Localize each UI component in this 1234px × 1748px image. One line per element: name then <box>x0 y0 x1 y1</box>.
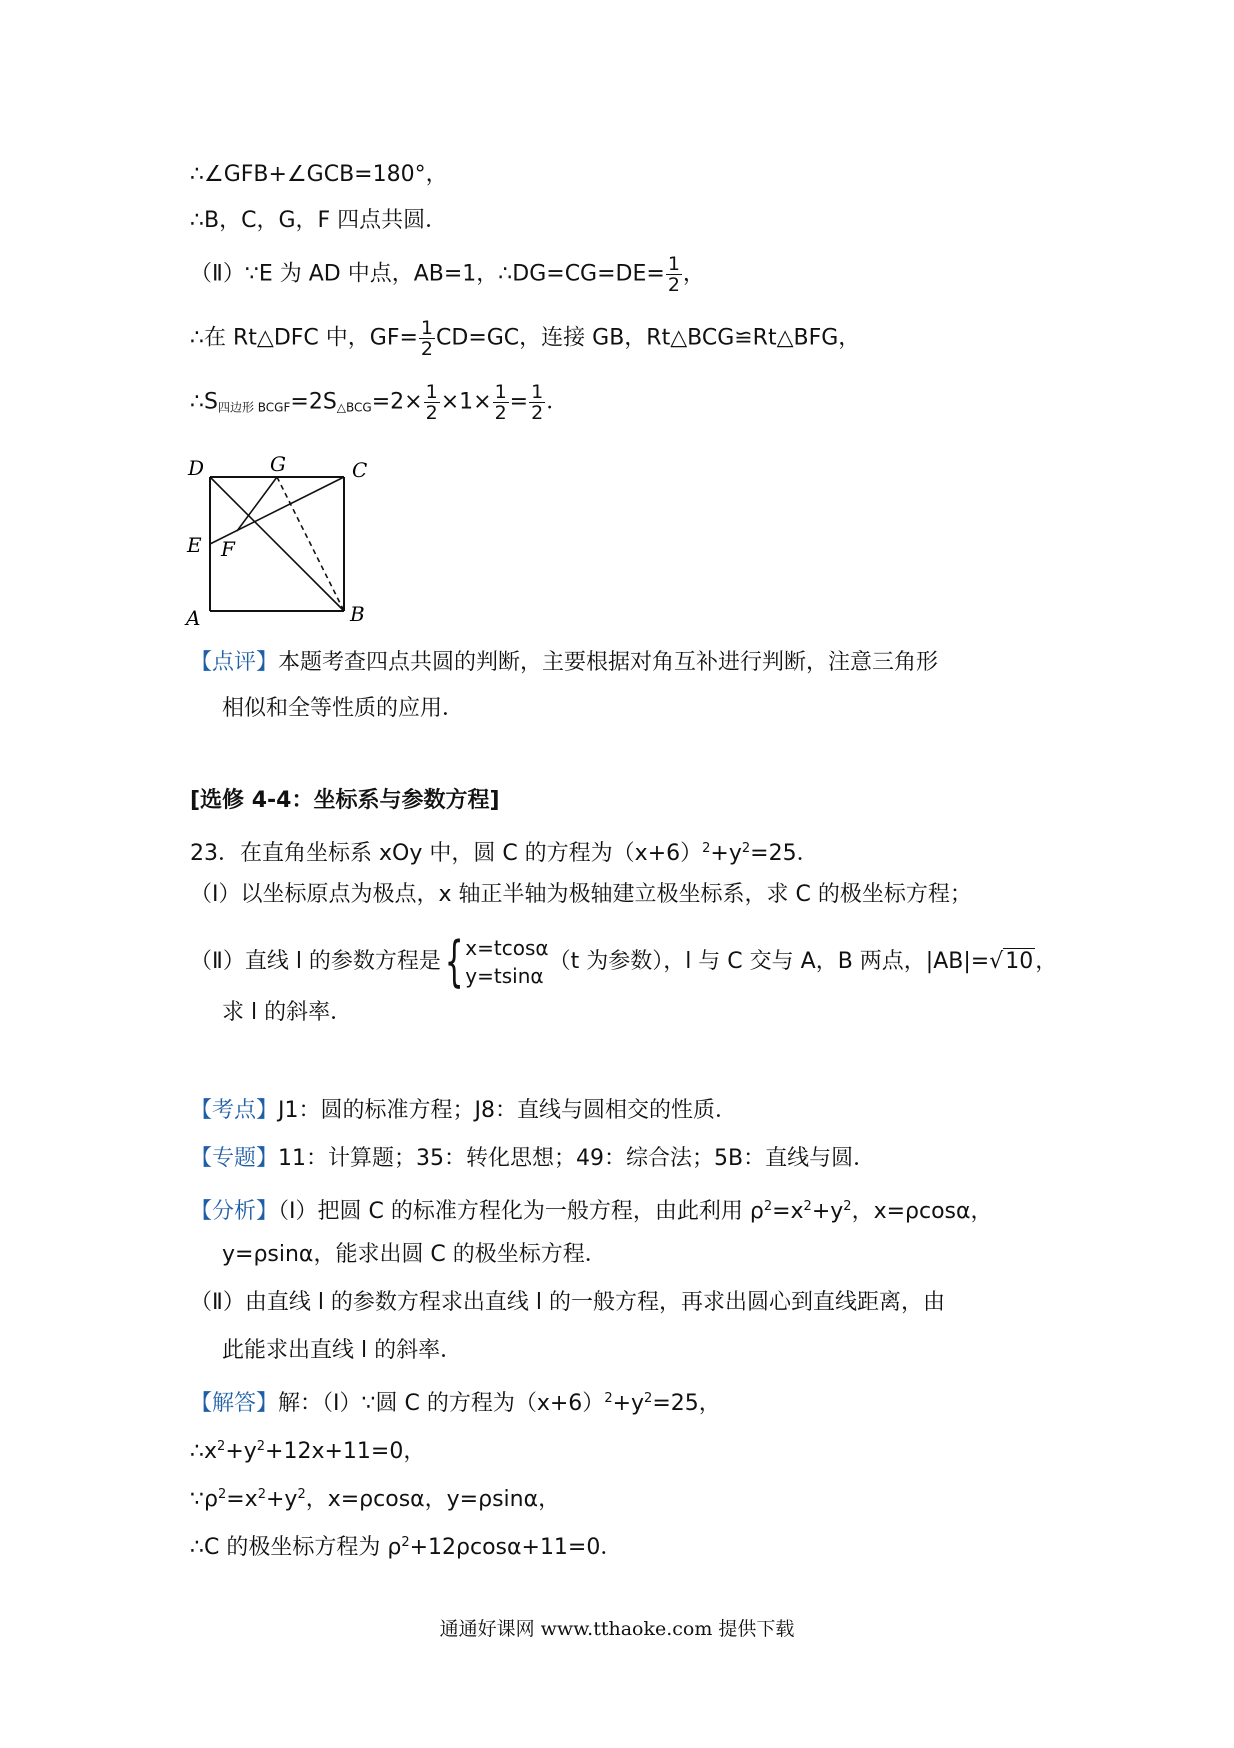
fraction-denominator: 2 <box>420 338 434 360</box>
fraction-half <box>529 382 545 423</box>
line4-end: CD=GC，连接 GB，Rt△BCG≌Rt△BFG， <box>436 325 861 351</box>
proof-line-1: ∴∠GFB+∠GCB=180°， <box>190 162 448 187</box>
fraction-half <box>666 254 682 295</box>
area-end: ． <box>546 389 569 415</box>
superscript: 2 <box>217 1487 227 1502</box>
superscript: 2 <box>741 841 751 856</box>
fraction-denominator: 2 <box>531 402 544 424</box>
fenxi-text-1c: +y <box>811 1199 844 1224</box>
problem-text-end: =25． <box>750 841 819 866</box>
superscript: 2 <box>843 1199 852 1214</box>
comment-text-1: 本题考查四点共圆的判断，主要根据对角互补进行判断，注意三角形 <box>278 650 939 675</box>
proof-line-2: ∴B，C，G，F 四点共圆． <box>190 208 448 233</box>
fraction-denominator: 2 <box>425 402 438 424</box>
kaodian-line <box>190 1096 737 1126</box>
step3-b: +12ρcosα+11=0． <box>409 1535 623 1560</box>
problem-part-1: （Ⅰ）以坐标原点为极点，x 轴正半轴为极轴建立极坐标系，求 C 的极坐标方程； <box>190 882 972 907</box>
jieda-text-1c: =25， <box>652 1391 721 1416</box>
solution-step-1 <box>190 1432 425 1467</box>
jieda-tag: 【解答】 <box>190 1391 279 1416</box>
sqrt-icon: √ <box>989 949 1004 974</box>
step3-a: ∴C 的极坐标方程为 ρ <box>190 1535 402 1560</box>
superscript: 2 <box>644 1391 653 1406</box>
step2-d: ，x=ρcosα，y=ρsinα， <box>305 1487 561 1512</box>
fenxi-text-1d: ，x=ρcosα， <box>851 1199 993 1224</box>
label-C: C <box>352 458 368 482</box>
proof-line-4 <box>190 318 860 359</box>
area-subscript-tri: △BCG <box>336 400 372 415</box>
problem-part-2-line-2: 求 l 的斜率． <box>222 1000 353 1025</box>
area-eq: =2S <box>290 389 337 415</box>
area-symbol: ∴S <box>190 389 218 415</box>
area-subscript-quad: 四边形 BCGF <box>217 400 291 415</box>
step2-c: +y <box>265 1487 298 1512</box>
superscript: 2 <box>257 1487 266 1502</box>
jieda-line-1 <box>190 1384 721 1419</box>
label-G: G <box>270 455 286 476</box>
kaodian-text: J1：圆的标准方程；J8：直线与圆相交的性质． <box>278 1098 737 1123</box>
superscript: 2 <box>702 841 711 856</box>
zhuanti-line <box>190 1144 875 1174</box>
superscript: 2 <box>256 1439 266 1454</box>
step1-c: +12x+11=0， <box>265 1439 426 1464</box>
fenxi-text-1: （Ⅰ）把圆 C 的标准方程化为一般方程，由此利用 ρ <box>278 1199 764 1224</box>
problem-text: 23．在直角坐标系 xOy 中，圆 C 的方程为（x+6） <box>190 841 703 866</box>
superscript: 2 <box>297 1487 306 1502</box>
fraction-numerator: 1 <box>667 253 680 275</box>
comment-tag: 【点评】 <box>190 650 279 675</box>
fraction-half <box>419 318 435 359</box>
system-line-1: x=tcosα <box>465 936 549 960</box>
segment-EC <box>210 477 344 544</box>
parametric-system <box>465 934 548 990</box>
fenxi-text-1b: =x <box>772 1199 804 1224</box>
line3-end: ， <box>682 261 705 287</box>
geometry-figure <box>180 455 380 635</box>
comment-line-1 <box>190 648 938 678</box>
line4-text: ∴在 Rt△DFC 中，GF= <box>190 325 418 351</box>
fenxi-line-3: （Ⅱ）由直线 l 的参数方程求出直线 l 的一般方程，再求出圆心到直线距离，由 <box>190 1290 946 1315</box>
problem-part-2 <box>190 930 1058 993</box>
superscript: 2 <box>401 1535 410 1550</box>
superscript: 2 <box>217 1439 226 1454</box>
zhuanti-tag: 【专题】 <box>190 1146 279 1171</box>
proof-line-3 <box>190 254 705 295</box>
left-brace-icon: { <box>444 930 464 993</box>
label-A: A <box>186 606 201 630</box>
area-times-one: ×1× <box>440 389 492 415</box>
area-mult: =2× <box>371 389 423 415</box>
superscript: 2 <box>803 1199 812 1214</box>
step1-b: +y <box>225 1439 257 1464</box>
fraction-half <box>424 382 440 423</box>
fraction-numerator: 1 <box>531 381 544 403</box>
step2-b: =x <box>226 1487 258 1512</box>
kaodian-tag: 【考点】 <box>190 1098 279 1123</box>
area-equals: = <box>509 389 529 415</box>
fraction-denominator: 2 <box>494 402 507 424</box>
superscript: 2 <box>763 1199 773 1214</box>
segment-GB-dashed <box>277 477 344 611</box>
jieda-text-1b: +y <box>612 1391 645 1416</box>
system-line-2: y=tsinα <box>465 964 544 988</box>
line3-text: （Ⅱ）∵E 为 AD 中点，AB=1，∴DG=CG=DE= <box>190 261 665 287</box>
problem-text-y: +y <box>710 841 742 866</box>
fraction-numerator: 1 <box>420 317 434 339</box>
fraction-numerator: 1 <box>425 381 438 403</box>
part2-middle: （t 为参数），l 与 C 交与 A，B 两点，|AB|= <box>548 949 990 974</box>
jieda-text-1: 解：（Ⅰ）∵圆 C 的方程为（x+6） <box>278 1391 605 1416</box>
fraction-denominator: 2 <box>667 274 680 296</box>
solution-step-3 <box>190 1528 622 1563</box>
label-E: E <box>187 533 202 557</box>
fraction-half <box>493 382 509 423</box>
part2-text: （Ⅱ）直线 l 的参数方程是 <box>190 949 441 974</box>
fenxi-line-4: 此能求出直线 l 的斜率． <box>222 1338 463 1363</box>
label-B: B <box>350 602 365 626</box>
sqrt-value: 10 <box>1005 949 1034 974</box>
fraction-numerator: 1 <box>494 381 507 403</box>
solution-step-2 <box>190 1480 560 1515</box>
label-D: D <box>188 456 205 480</box>
superscript: 2 <box>604 1391 613 1406</box>
page-footer: 通通好课网 www.tthaoke.com 提供下载 <box>439 1618 795 1640</box>
comment-line-2: 相似和全等性质的应用． <box>222 696 465 721</box>
step1-a: ∴x <box>190 1439 218 1464</box>
section-heading: [选修 4-4：坐标系与参数方程] <box>190 788 500 813</box>
part2-end: ， <box>1035 949 1058 974</box>
label-F: F <box>221 537 235 561</box>
problem-statement <box>190 834 819 869</box>
fenxi-line-1 <box>190 1192 993 1227</box>
fenxi-tag: 【分析】 <box>190 1199 279 1224</box>
step2-a: ∵ρ <box>190 1487 218 1512</box>
fenxi-line-2: y=ρsinα，能求出圆 C 的极坐标方程． <box>222 1242 607 1267</box>
proof-line-5 <box>190 382 568 423</box>
zhuanti-text: 11：计算题；35：转化思想；49：综合法；5B：直线与圆． <box>278 1146 876 1171</box>
